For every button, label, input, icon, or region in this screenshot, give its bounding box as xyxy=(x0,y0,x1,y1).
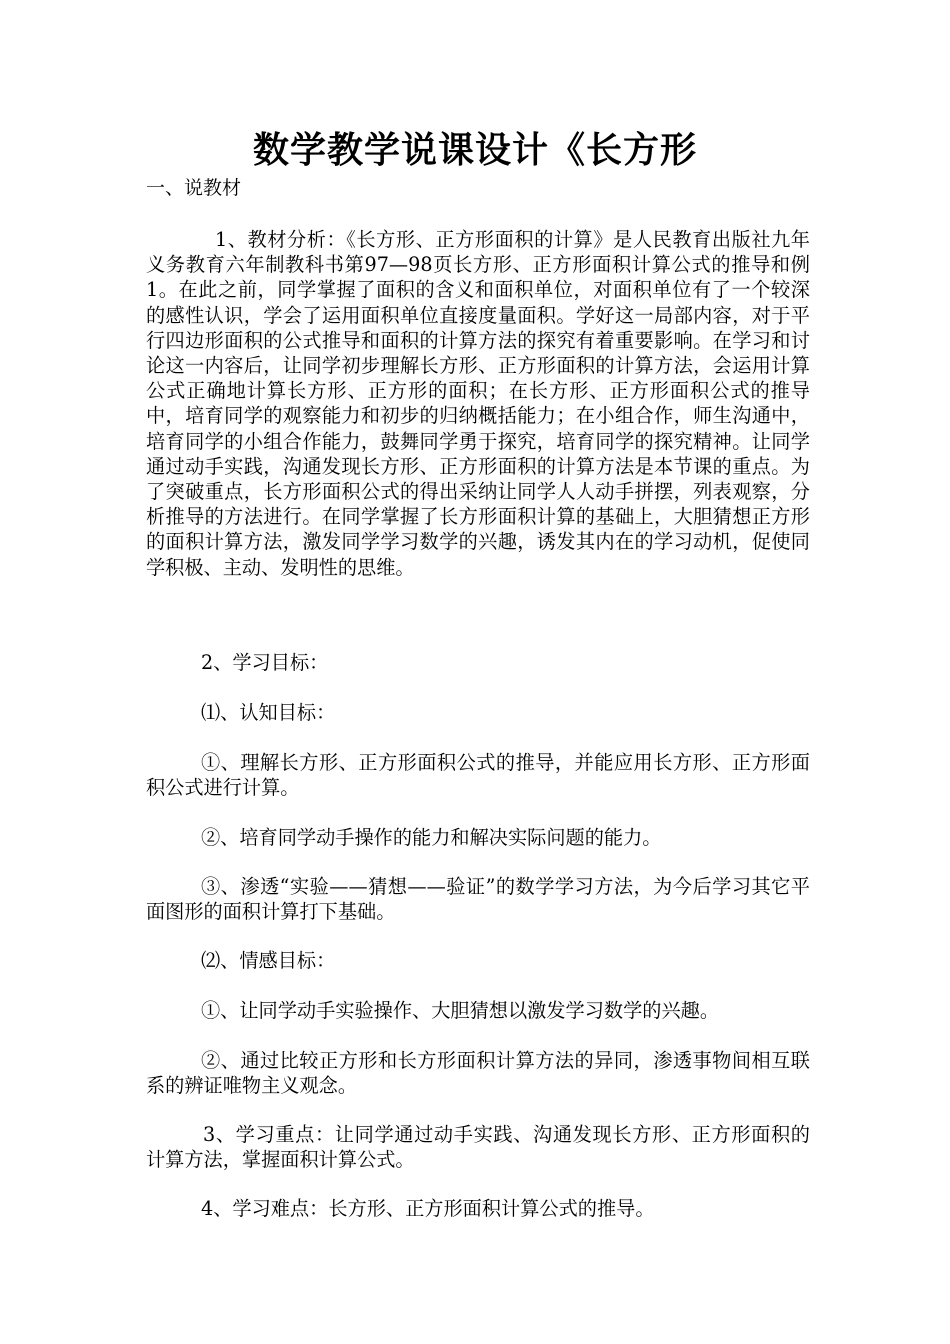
paragraph-affective-goal-2: ②、通过比较正方形和长方形面积计算方法的异同，渗透事物间相互联系的辨证唯物主义观念。 xyxy=(146,1049,810,1098)
page-title: 数学教学说课设计《长方形 xyxy=(252,130,697,171)
paragraph-material-analysis: 1、教材分析：《长方形、正方形面积的计算》是人民教育出版社九年义务教育六年制教科书第97—98页长方形、正方形面积计算公式的推导和例1。在此之前，同学掌握了面积的含义和面积单位，对面积单位有了一个较深的感性认识，学会了运用面积单位直接度量面积。学好这一局部内容，对于平行四边形面积的公式推导和面积的计算方法的探究有着重要影响。在学习和讨论这一内容后，让同学初步理解长方形、正方形面积的计算方法，会运用计算公式正确地计算长方形、正方形的面积；在长方形、正方形面积公式的推导中，培育同学的观察能力和初步的归纳概括能力；在小组合作，师生沟通中，培育同学的小组合作能力，鼓舞同学勇于探究，培育同学的探究精神。让同学通过动手实践，沟通发现长方形、正方形面积的计算方法是本节课的重点。为了突破重点，长方形面积公式的得出采纳让同学人人动手拼摆，列表观察，分析推导的方法进行。在同学掌握了长方形面积计算的基础上，大胆猜想正方形的面积计算方法，激发同学学习数学的兴趣，诱发其内在的学习动机，促使同学积极、主动、发明性的思维。 xyxy=(146,228,810,579)
paragraph-cognitive-goal-2: ②、培育同学动手操作的能力和解决实际问题的能力。 xyxy=(201,826,662,849)
paragraph-cognitive-goals-heading: ⑴、认知目标： xyxy=(201,701,336,724)
paragraph-difficulty: 4、学习难点：长方形、正方形面积计算公式的推导。 xyxy=(201,1197,655,1220)
section-heading: 一、说教材 xyxy=(146,177,242,199)
paragraph-affective-goals-heading: ⑵、情感目标： xyxy=(201,949,336,972)
paragraph-cognitive-goal-3: ③、渗透“实验——猜想——验证”的数学学习方法，为今后学习其它平面图形的面积计算打下基础。 xyxy=(146,875,810,924)
paragraph-cognitive-goal-1: ①、理解长方形、正方形面积公式的推导，并能应用长方形、正方形面积公式进行计算。 xyxy=(146,751,810,800)
paragraph-learning-goals: 2、学习目标： xyxy=(201,651,329,674)
paragraph-affective-goal-1: ①、让同学动手实验操作、大胆猜想以激发学习数学的兴趣。 xyxy=(201,999,720,1022)
paragraph-key-point: 3、学习重点：让同学通过动手实践、沟通发现长方形、正方形面积的计算方法，掌握面积计算公式。 xyxy=(146,1123,810,1172)
